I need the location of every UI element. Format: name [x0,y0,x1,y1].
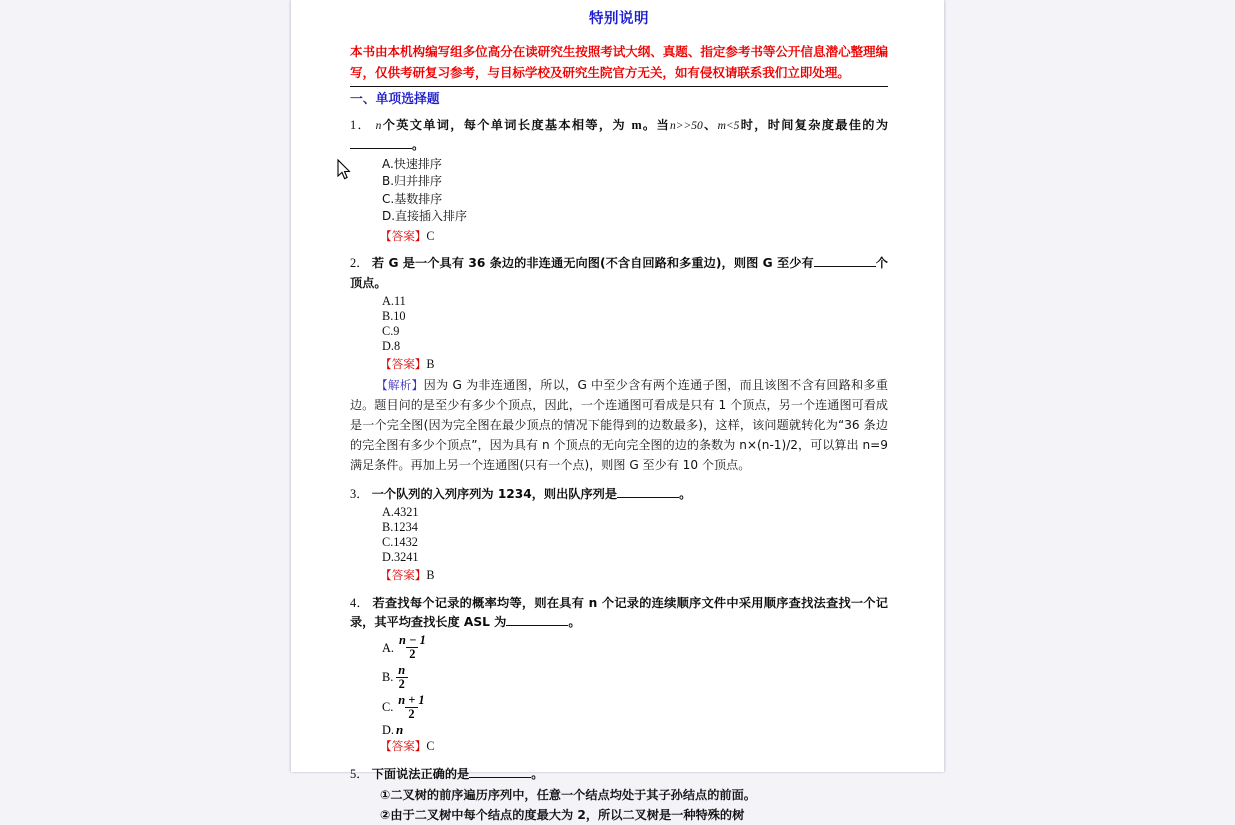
option-c[interactable] [382,191,888,208]
question-stem-text-3: 时，时间复杂度最佳的为 [739,117,889,132]
question-stem-tail: 。 [531,766,544,781]
answer-tag: 【答案】 [380,567,427,582]
option-list [382,634,888,736]
question-item [350,254,888,475]
analysis-text: 因为 G 为非连通图，所以，G 中至少含有两个连通子图，而且该图不含有回路和多重边。题目问的是至少有多少个顶点，因此，一个连通图可看成是只有 1 个顶点，另一个连通图可看成是一个完全图(因为完全图在最少顶点的情况下能得到的边数最多)，这样，该问题就转化为“36 条边的完全图有多少个顶点”，因为具有 n 个顶点的无向完全图的边的条数为 n×(n-1)/2，可以算出 n=9 满足条件。再加上另一个连通图(只有一个点)，则图 G 至少有 10 个顶点。 [350,378,888,472]
answer-value: B [426,356,435,371]
question-stem-text: 若查找每个记录的概率均等，则在具有 n 个记录的连续顺序文件中采用顺序查找法查找一个记录，其平均查找长度 ASL 为 [350,595,888,629]
statement-item-1: ①二叉树的前序遍历序列中，任意一个结点均处于其子孙结点的前面。 [380,788,756,803]
document-page [291,0,944,822]
answer-row [380,567,888,585]
option-d[interactable] [382,339,888,354]
fraction-numerator: n [398,662,406,677]
statement-list [380,786,888,825]
question-variable-n: n [375,119,382,132]
option-d-value: n [395,722,404,738]
question-stem-tail: 。 [412,137,425,152]
option-a-label: A.11 [382,293,406,308]
condition-m-lt-5: m<5 [717,119,740,132]
question-number: 1． [350,117,372,132]
condition-n-gt-50: n>>50 [669,119,703,132]
option-c-label: C. [382,700,394,715]
option-b[interactable] [382,173,888,190]
question-stem-tail: 。 [679,486,692,501]
question-item [350,485,888,585]
fraction-denominator: 2 [405,707,417,721]
option-c-label: C.9 [382,323,400,338]
section-number: 一、 [350,92,376,108]
fraction-denominator: 2 [406,647,418,661]
answer-tag: 【答案】 [380,739,427,754]
answer-tag: 【答案】 [380,356,427,371]
fraction-denominator: 2 [396,677,408,691]
question-stem [350,254,888,292]
question-item [350,765,888,825]
answer-value: C [426,739,435,754]
mouse-cursor [338,160,352,181]
copyright-notice: 本书由本机构编写组多位高分在读研究生按照考试大纲、真题、指定参考书等公开信息潜心整理编写，仅供考研复习参考，与目标学校及研究生院官方无关，如有侵权请联系我们立即处理。 [350,44,888,80]
option-list [382,294,888,354]
section-heading [350,92,888,109]
answer-blank [506,615,568,626]
option-c-label: C.基数排序 [382,191,443,206]
option-a[interactable] [382,156,888,173]
option-a[interactable] [382,634,888,662]
analysis-paragraph [350,376,888,475]
option-d[interactable] [382,208,888,225]
question-variable-m: m [631,117,642,132]
option-a-label: A.4321 [382,504,419,519]
option-a-label: A. [382,640,394,655]
question-number: 2． [350,256,369,271]
answer-row [380,356,888,374]
question-stem-text: 一个队列的入列序列为 1234，则出队序列是 [371,486,618,501]
option-a-label: A.快速排序 [382,156,442,171]
horizontal-divider [350,86,888,87]
fraction-numerator: n + 1 [398,692,425,707]
answer-tag: 【答案】 [380,228,427,243]
option-c[interactable] [382,535,888,550]
answer-value: B [426,567,435,582]
question-stem-text: 若 G 是一个具有 36 条边的非连通无向图(不含自回路和多重边)，则图 G 至少有 [371,256,814,271]
page-title: 特别说明 [589,11,649,27]
question-stem [350,485,888,504]
section-label: 单项选择题 [375,92,440,108]
option-d-label: D.3241 [382,549,419,564]
fraction-a [396,634,429,662]
option-b-label: B.10 [382,308,406,323]
fraction-c [395,694,427,722]
option-d-label: D.8 [382,338,401,353]
option-a[interactable] [382,505,888,520]
answer-blank [469,767,531,778]
answer-row [380,738,888,756]
question-stem-text: 个英文单词，每个单词长度基本相等，为 [381,117,632,132]
option-b-label: B.1234 [382,519,418,534]
answer-blank [350,138,412,149]
statement-item-2: ②由于二叉树中每个结点的度最大为 2，所以二叉树是一种特殊的树 [380,807,745,822]
answer-row [380,228,888,246]
option-a[interactable] [382,294,888,309]
answer-blank [814,256,876,267]
question-stem-text-2: 。当 [641,117,670,132]
option-d[interactable] [382,550,888,565]
option-list [382,505,888,565]
option-d[interactable] [382,723,888,736]
option-b-label: B.归并排序 [382,174,443,189]
option-d-label: D. [382,722,394,737]
fraction-numerator: n − 1 [398,632,426,647]
question-number: 4． [350,595,370,610]
option-b[interactable] [382,664,888,692]
condition-separator: 、 [702,117,718,132]
question-item [350,116,888,246]
answer-value: C [426,228,435,243]
question-stem [350,594,888,632]
option-b[interactable] [382,309,888,324]
fraction-b [395,664,408,692]
option-b-label: B. [382,670,394,685]
page-content [291,0,944,825]
option-b[interactable] [382,520,888,535]
question-number: 5． [350,766,369,781]
question-stem [350,765,888,784]
question-item [350,594,888,756]
question-number: 3． [350,486,369,501]
option-c[interactable] [382,324,888,339]
question-stem-tail: 。 [568,614,581,629]
question-stem-tail: 个顶点。 [350,256,888,290]
option-c-label: C.1432 [382,534,418,549]
option-d-label: D.直接插入排序 [382,209,468,224]
question-stem-text: 下面说法正确的是 [371,766,470,781]
answer-blank [617,487,679,498]
option-c[interactable] [382,694,888,722]
analysis-tag: 【解析】 [376,378,424,393]
option-list [382,156,888,226]
question-stem [350,116,888,155]
